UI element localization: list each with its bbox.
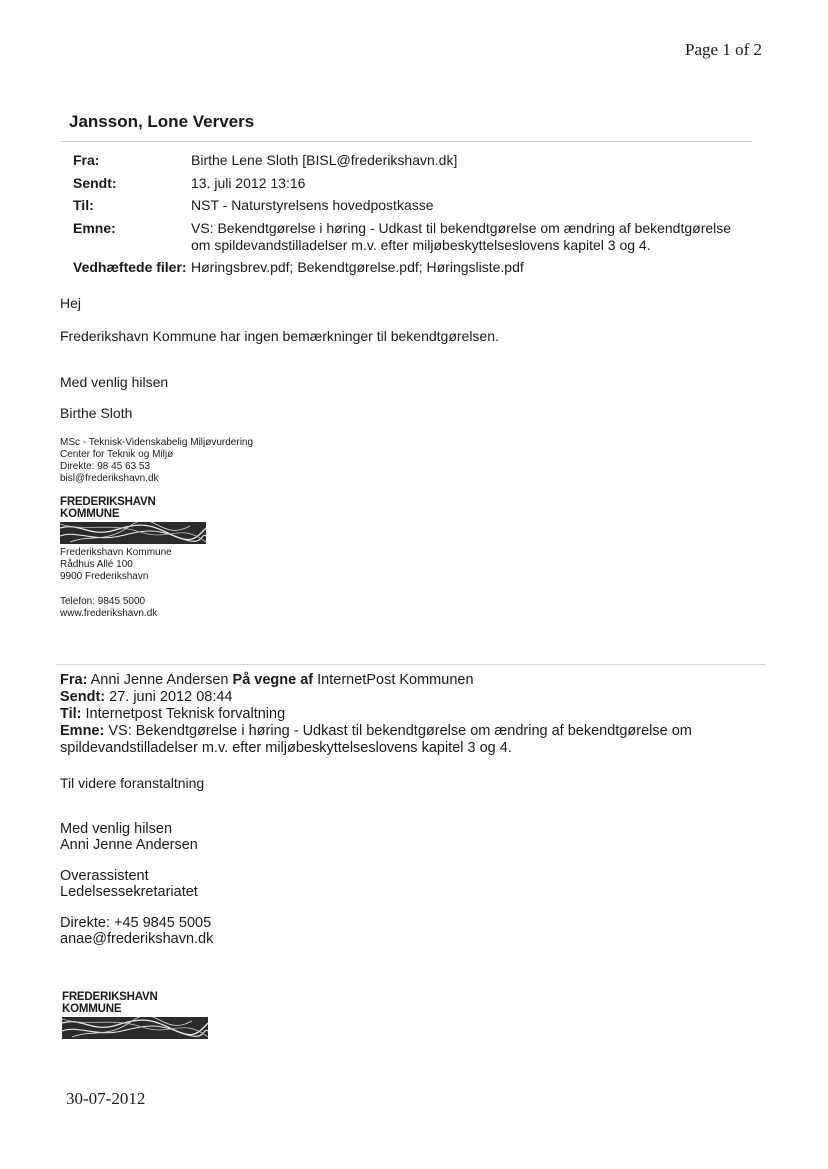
website-link[interactable]: www.frederikshavn.dk (60, 608, 158, 619)
fwd-sent-value: 27. juni 2012 08:44 (109, 689, 233, 705)
sent-label: Sendt: (73, 175, 117, 191)
signature-name: Birthe Sloth (60, 405, 133, 421)
fwd-name: Anni Jenne Andersen (60, 837, 198, 853)
municipality-logo-2 (62, 991, 208, 1039)
subject-line-1: VS: Bekendtgørelse i høring - Udkast til bekendtgørelse om ændring af bekendtgørelse (191, 220, 732, 236)
forward-divider (56, 664, 766, 665)
signature-email: bisl@frederikshavn.dk (60, 473, 159, 484)
phone: Telefon: 9845 5000 (60, 596, 146, 607)
fwd-to-line (60, 706, 285, 723)
fwd-subject-value-2: spildevandstilladelser m.v. efter miljøbeskyttelseslovens kapitel 3 og 4. (60, 740, 512, 756)
fwd-title-2: Ledelsessekretariatet (60, 884, 198, 900)
fwd-from-line (60, 672, 474, 689)
fwd-sent-line (60, 689, 233, 706)
fwd-sent-label: Sendt: (60, 689, 106, 705)
to-label: Til: (73, 197, 94, 213)
fwd-email-link[interactable]: anae@frederikshavn.dk (60, 931, 214, 947)
message-text: Frederikshavn Kommune har ingen bemærkninger til bekendtgørelsen. (60, 328, 499, 344)
from-value: Birthe Lene Sloth [BISL@frederikshavn.dk] (191, 152, 458, 168)
fwd-subject-line (60, 723, 692, 740)
greeting: Hej (60, 295, 82, 311)
address-line-2: Rådhus Allé 100 (60, 559, 133, 570)
address-line-3: 9900 Frederikshavn (60, 571, 149, 582)
subject-label: Emne: (73, 220, 116, 236)
page-number: Page 1 of 2 (685, 40, 762, 59)
from-label: Fra: (73, 152, 100, 168)
signature-title: MSc - Teknisk-Videnskabelig Miljøvurdering (60, 437, 254, 448)
print-date: 30-07-2012 (66, 1089, 146, 1108)
mailbox-owner: Jansson, Lone Ververs (69, 112, 255, 131)
to-value: NST - Naturstyrelsens hovedpostkasse (191, 197, 434, 213)
fwd-from-name: Anni Jenne Andersen (90, 672, 229, 688)
fwd-subject-value-1: VS: Bekendtgørelse i høring - Udkast til bekendtgørelse om ændring af bekendtgørelse om (108, 723, 692, 739)
municipality-logo (60, 496, 206, 544)
header-divider (60, 141, 752, 142)
sent-value: 13. juli 2012 13:16 (191, 175, 306, 191)
fwd-to-label: Til: (60, 706, 82, 722)
fwd-closing: Med venlig hilsen (60, 821, 173, 837)
signature-department: Center for Teknik og Miljø (60, 449, 174, 460)
fwd-to-value: Internetpost Teknisk forvaltning (85, 706, 286, 722)
attachments-value: Høringsbrev.pdf; Bekendtgørelse.pdf; Høringsliste.pdf (191, 259, 524, 275)
fwd-on-behalf-value: InternetPost Kommunen (317, 672, 474, 688)
fwd-from-label: Fra: (60, 672, 88, 688)
fwd-direct-phone: Direkte: +45 9845 5005 (60, 915, 212, 931)
fwd-note: Til videre foranstaltning (60, 775, 205, 791)
address-line-1: Frederikshavn Kommune (60, 547, 172, 558)
logo-wordmark: FREDERIKSHAVN KOMMUNE (60, 496, 156, 520)
fwd-title-1: Overassistent (60, 868, 149, 884)
logo-wordmark-2: FREDERIKSHAVN KOMMUNE (62, 991, 158, 1015)
attachments-label: Vedhæftede filer: (73, 259, 187, 275)
signature-phone: Direkte: 98 45 63 53 (60, 461, 151, 472)
fwd-on-behalf-label: På vegne af (232, 672, 314, 688)
logo-pattern-icon (60, 522, 206, 544)
logo-pattern-icon-2 (62, 1017, 208, 1039)
subject-line-2: om spildevandstilladelser m.v. efter miljøbeskyttelseslovens kapitel 3 og 4. (191, 237, 651, 253)
fwd-subject-label: Emne: (60, 723, 105, 739)
closing: Med venlig hilsen (60, 374, 169, 390)
